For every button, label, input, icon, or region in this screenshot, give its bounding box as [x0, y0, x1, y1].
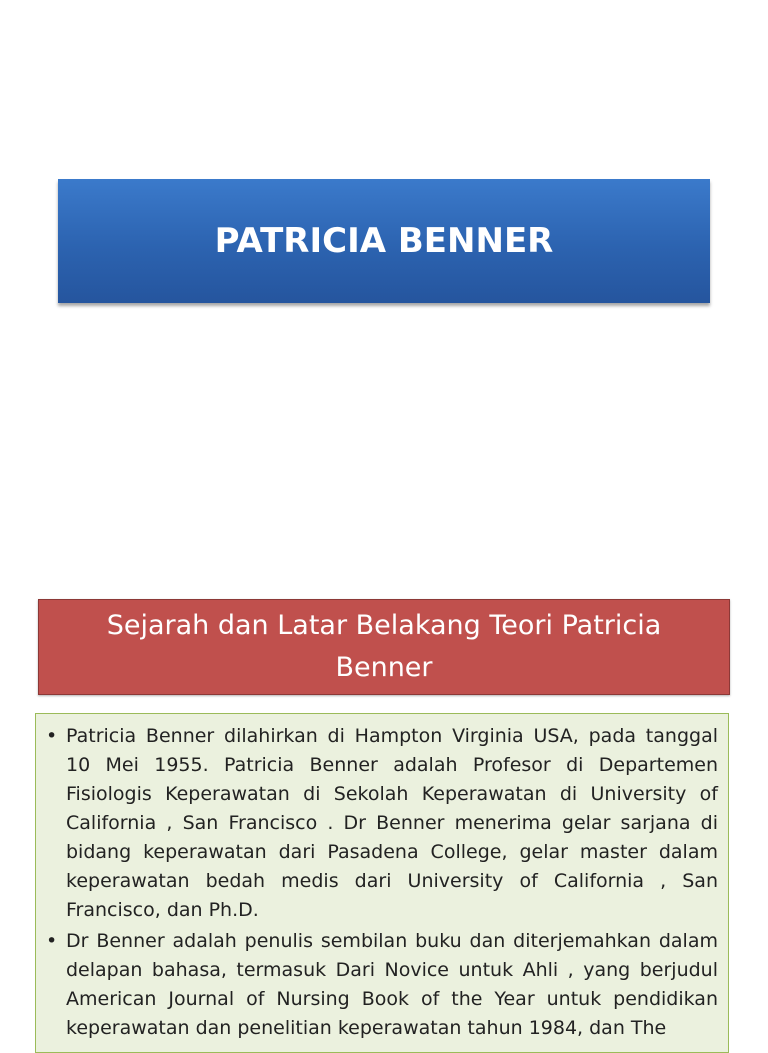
- section-title: Sejarah dan Latar Belakang Teori Patricia Benner: [106, 610, 662, 683]
- bullet-item: [44, 722, 718, 925]
- content-box: [35, 713, 729, 1053]
- bullet-icon: •: [46, 930, 58, 952]
- title-banner: [58, 179, 710, 303]
- bullet-list: [44, 722, 718, 1043]
- bullet-item: [44, 927, 718, 1043]
- bullet-text: Dr Benner adalah penulis sembilan buku dan diterjemahkan dalam delapan bahasa, termasuk Dari Novice untuk Ahli , yang berjudul American Journal of Nursing Book of the Year untuk pendidikan keperawatan dan penelitian keperawatan tahun 1984, dan The: [66, 930, 718, 1039]
- bullet-text: Patricia Benner dilahirkan di Hampton Virginia USA, pada tanggal 10 Mei 1955. Patricia Benner adalah Profesor di Departemen Fisiologis Keperawatan di Sekolah Keperawatan di University of California , San Francisco . Dr Benner menerima gelar sarjana di bidang keperawatan dari Pasadena College, gelar master dalam keperawatan bedah medis dari University of California , San Francisco, dan Ph.D.: [66, 725, 718, 921]
- slide-title: PATRICIA BENNER: [214, 221, 554, 261]
- section-header-banner: [38, 599, 730, 695]
- bullet-icon: •: [46, 725, 58, 747]
